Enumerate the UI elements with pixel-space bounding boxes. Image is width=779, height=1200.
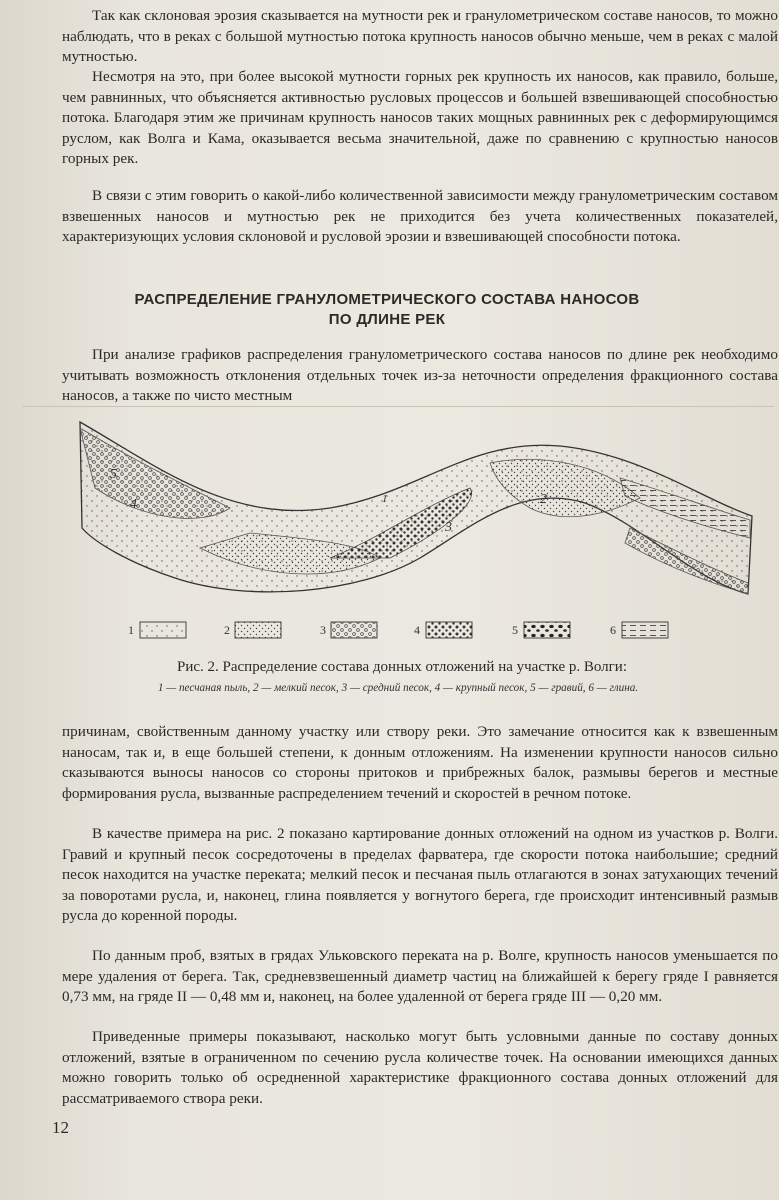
legend-swatch-1 bbox=[140, 622, 186, 638]
legend-swatch-3 bbox=[331, 622, 377, 638]
legend-num-4: 4 bbox=[414, 623, 420, 637]
section-heading-line1: РАСПРЕДЕЛЕНИЕ ГРАНУЛОМЕТРИЧЕСКОГО СОСТАВА НАНОСОВ bbox=[134, 291, 640, 308]
section-heading-line2: ПО ДЛИНЕ РЕК bbox=[328, 311, 446, 328]
legend-swatch-4 bbox=[426, 622, 472, 638]
paragraph-3: В связи с этим говорить о какой-либо количественной зависимости между гранулометрическим составом взвешенных наносов и мутностью рек не приходится без учета количественных показателей, характеризующих условия склоновой и русловой эрозии и взвешивающей способности потока. bbox=[62, 187, 778, 245]
figure-legend-text: 1 — песчаная пыль, 2 — мелкий песок, 3 — средний песок, 4 — крупный песок, 5 — гравий, 6 — глина. bbox=[157, 682, 639, 694]
page-number: 12 bbox=[52, 1118, 69, 1137]
paragraph-intro: При анализе графиков распределения гранулометрического состава наносов по длине рек необходимо учитывать возможность отклонения отдельных точек из-за неточности определения фракционного состава наносов, а также по чисто местным bbox=[62, 346, 778, 404]
figure-legend bbox=[128, 622, 668, 638]
legend-swatch-2 bbox=[235, 622, 281, 638]
legend-swatch-5 bbox=[524, 622, 570, 638]
map-label-3: 3 bbox=[445, 520, 452, 535]
map-label-2: 2 bbox=[540, 492, 547, 507]
paragraph-6: По данным проб, взятых в грядах Ульковского переката на р. Волге, крупность наносов уменьшается по мере удаления от берега. Так, средневзвешенный диаметр частиц на ближайшей к берегу гряде I равняется 0,73 мм, на гряде II — 0,48 мм и, наконец, на более удаленной от берега гряде III — 0,20 мм. bbox=[62, 947, 778, 1005]
legend-num-6: 6 bbox=[610, 623, 616, 637]
paragraph-7: Приведенные примеры показывают, насколько могут быть условными данные по составу донных отложений, взятые в ограниченном по сечению русла количестве точек. На основании имеющихся данных можно говорить только об осредненной характеристике фракционного состава донных отложений для рассматриваемого створа реки. bbox=[62, 1028, 778, 1107]
map-label-1: 1 bbox=[382, 493, 388, 505]
legend-num-3: 3 bbox=[320, 623, 326, 637]
legend-num-2: 2 bbox=[224, 623, 230, 637]
figure-caption: Рис. 2. Распределение состава донных отложений на участке р. Волги: bbox=[176, 659, 628, 675]
map-label-4: 4 bbox=[130, 497, 137, 512]
legend-num-5: 5 bbox=[512, 623, 518, 637]
paragraph-4: причинам, свойственным данному участку или створу реки. Это замечание относится как к взвешенным наносам, так и, в еще большей степени, к донным отложениям. На изменении крупности наносов сильно сказываются выносы наносов со стороны притоков и прибрежных балок, размывы берегов и местные формирования русла, вызванные распределением течений и скоростей в речном потоке. bbox=[62, 723, 778, 802]
legend-num-1: 1 bbox=[128, 623, 134, 637]
map-label-5: 5 bbox=[110, 467, 117, 482]
paragraph-2: Несмотря на это, при более высокой мутности горных рек крупность их наносов, как правило, больше, чем равнинных, что объясняется активностью русловых процессов и большей взвешивающей способностью потока. Благодаря этим же причинам крупность наносов таких мощных равнинных рек с деформирующимся руслом, как Волга и Кама, оказывается весьма значительной, даже по сравнению с крупностью наносов горных рек. bbox=[62, 68, 778, 167]
paragraph-1: Так как склоновая эрозия сказывается на мутности рек и гранулометрическом составе наносов, то можно наблюдать, что в реках с большой мутностью потока крупность наносов обычно меньше, чем в реках с малой мутностью. bbox=[62, 7, 778, 65]
legend-swatch-6 bbox=[622, 622, 668, 638]
paragraph-5: В качестве примера на рис. 2 показано картирование донных отложений на одном из участков р. Волги. Гравий и крупный песок сосредоточены в пределах фарватера, где скорости потока наибольшие; средний песок находится на участке переката; мелкий песок и песчаная пыль отлагаются в зонах затухающих течений за поворотами русла, и, наконец, глина появляется у вогнутого берега, где происходит интенсивный размыв русла до коренной породы. bbox=[62, 825, 778, 924]
river-map-figure bbox=[0, 408, 779, 668]
